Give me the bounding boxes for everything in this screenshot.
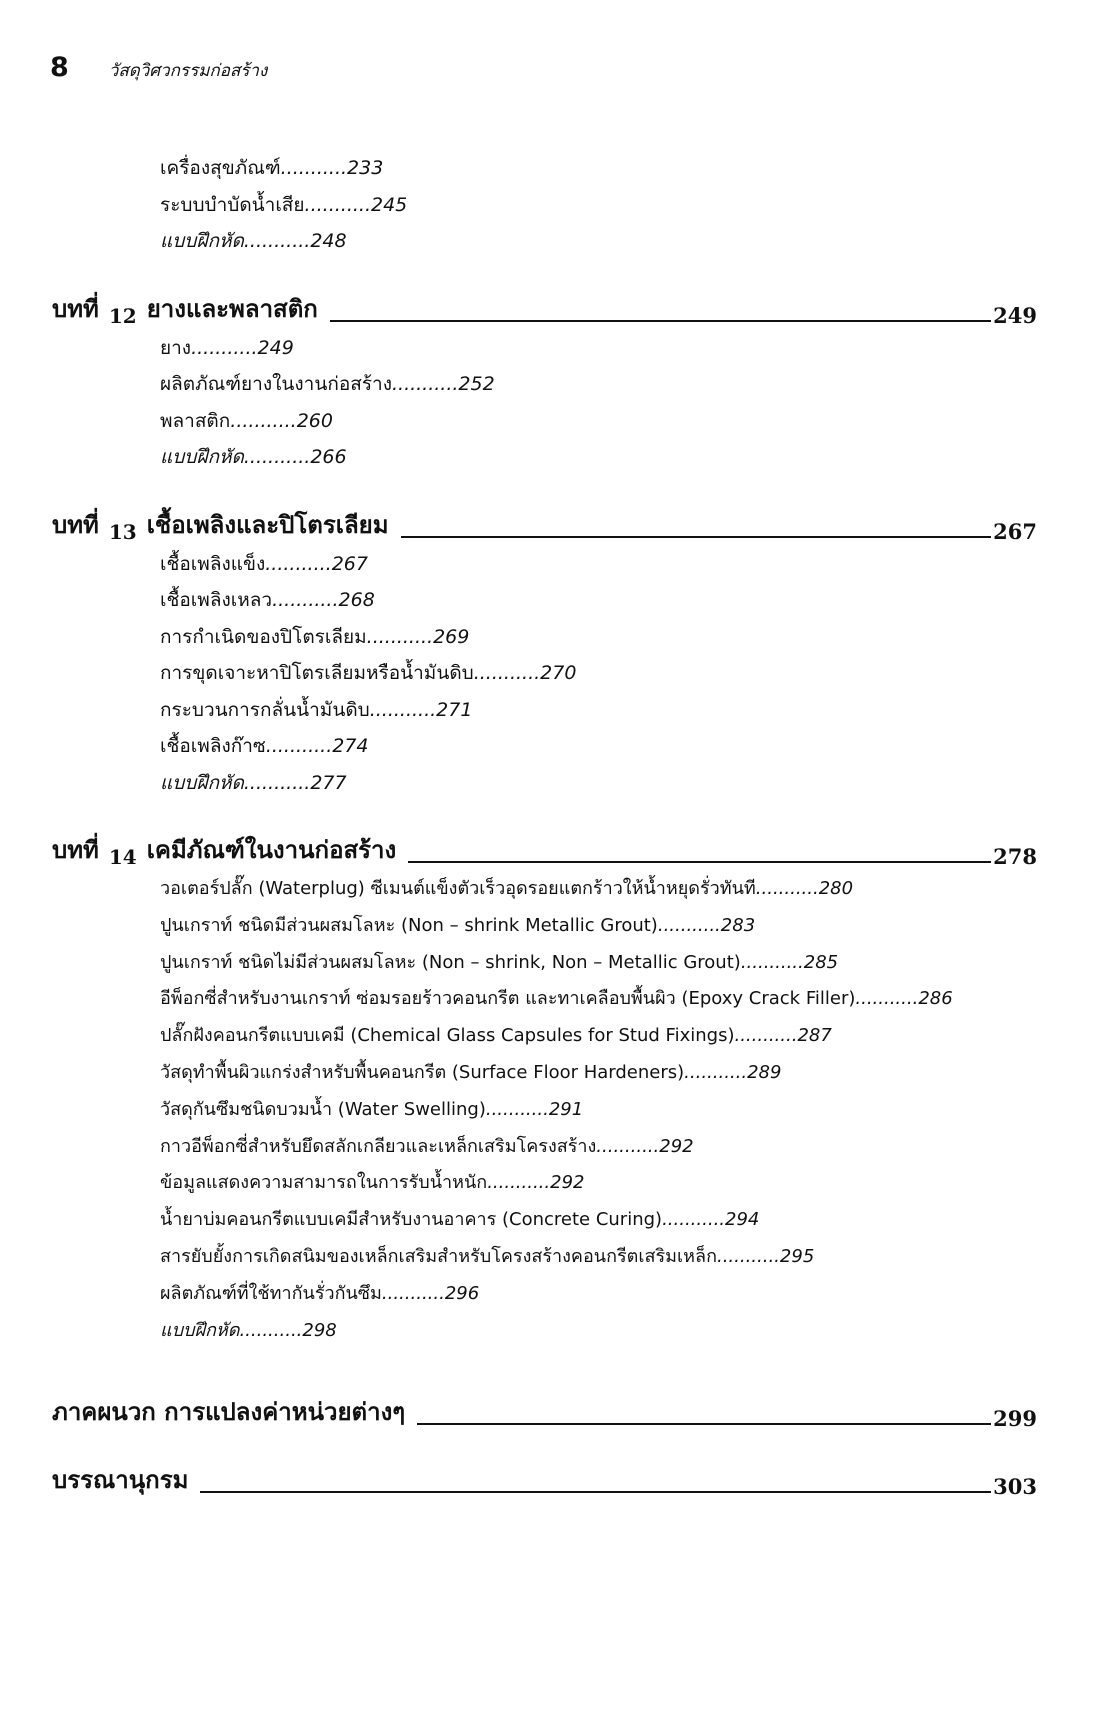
toc-entry[interactable] [160,1018,1037,1055]
entry-title: แบบฝึกหัด [160,230,244,252]
toc-entry[interactable] [160,330,1037,367]
dot-leader: ........... [596,1135,660,1157]
entry-title: วัสดุทำพื้นผิวแกร่งสำหรับพื้นคอนกรีต (Surface Floor Hardeners) [160,1061,685,1083]
entry-title: เชื้อเพลิงแข็ง [160,552,266,575]
chapter-number: 12 [108,303,137,328]
entry-page: 292 [659,1135,694,1157]
entry-title: ระบบบำบัดน้ำเสีย [160,193,305,216]
entry-title: เครื่องสุขภัณฑ์ [160,157,281,179]
entry-title: กาวอีพ็อกซี่สำหรับยึดสลักเกลียวและเหล็กเสริมโครงสร้าง [160,1135,597,1157]
entry-title: กระบวนการกลั่นน้ำมันดิบ [160,698,370,721]
dot-leader: ........... [239,1319,303,1341]
entry-title: วัสดุกันซึมชนิดบวมน้ำ (Water Swelling) [160,1098,486,1120]
leader-line [408,861,991,863]
entry-page: 287 [797,1025,832,1047]
entry-title: สารยับยั้งการเกิดสนิมของเหล็กเสริมสำหรับโครงสร้างคอนกรีตเสริมเหล็ก [160,1245,717,1267]
appendix-title: ภาคผนวก การแปลงค่าหน่วยต่างๆ [52,1397,406,1427]
entry-title: วอเตอร์ปลั๊ก (Waterplug) ซีเมนต์แข็งตัวเร็วอุดรอยแตกร้าวให้น้ำหยุดรั่วทันที [160,878,756,899]
chapter-12-heading[interactable] [52,280,1037,328]
dot-leader: ........... [304,193,371,216]
entry-page: 267 [331,552,368,575]
entry-page: 252 [458,373,495,395]
chapter-page: 278 [993,844,1037,869]
chapter-12-entries [52,330,1037,476]
toc-entry[interactable] [160,546,1037,583]
dot-leader: ........... [740,951,804,973]
bibliography-page: 303 [993,1474,1037,1500]
toc-entry[interactable] [160,981,1037,1018]
entry-page: 245 [370,193,408,216]
chapter-14-entries [52,871,1037,1349]
dot-leader: ........... [272,589,339,611]
dot-leader: ........... [657,914,721,936]
book-title: วัสดุวิศวกรรมก่อสร้าง [108,61,268,81]
entry-page: 274 [332,735,369,757]
dot-leader: ........... [662,1209,726,1231]
entry-page: 233 [347,157,384,179]
dot-leader: ........... [265,735,333,757]
bibliography-title: บรรณานุกรม [52,1465,189,1495]
entry-page: 291 [548,1098,584,1120]
entry-title: การกำเนิดของปิโตรเลียม [160,625,367,648]
entry-page: 249 [257,336,294,359]
toc-entry[interactable] [160,439,1037,476]
intro-items [52,150,1037,260]
entry-title: เชื้อเพลิงเหลว [160,589,273,611]
entry-page: 277 [310,771,347,794]
entry-title: ปลั๊กฝังคอนกรีตแบบเคมี (Chemical Glass Capsules for Stud Fixings) [160,1025,735,1047]
dot-leader: ........... [280,157,348,179]
toc-entry[interactable] [160,1202,1037,1239]
entry-page: 295 [779,1245,815,1267]
entry-title: การขุดเจาะหาปิโตรเลียมหรือน้ำมันดิบ [160,662,474,684]
dot-leader: ........... [243,771,311,794]
chapter-page: 267 [993,518,1037,544]
toc-entry[interactable] [160,908,1037,945]
dot-leader: ........... [191,336,258,359]
dot-leader: ........... [684,1061,748,1083]
appendix-page: 299 [993,1406,1037,1432]
entry-title: แบบฝึกหัด [160,1319,240,1341]
leader-line [401,536,992,538]
toc-entry[interactable] [160,223,1037,260]
dot-leader: ........... [369,698,437,721]
chapter-13-heading[interactable] [52,496,1037,544]
toc-entry[interactable] [160,150,1037,187]
entry-title: ผลิตภัณฑ์ที่ใช้ทากันรั่วกันซึม [160,1282,382,1304]
leader-line [200,1491,991,1493]
chapter-number: 14 [108,845,137,869]
chapter-title: เชื้อเพลิงและปิโตรเลียม [146,509,389,539]
toc-entry[interactable] [160,1239,1037,1276]
toc-entry[interactable] [160,1092,1037,1129]
toc-entry[interactable] [160,692,1037,729]
toc-entry[interactable] [160,728,1037,765]
entry-title: ปูนเกราท์ ชนิดมีส่วนผสมโลหะ (Non – shrink Metallic Grout) [160,914,658,936]
toc-entry[interactable] [160,366,1037,403]
dot-leader: ........... [487,1172,551,1194]
toc-entry[interactable] [160,1165,1037,1202]
toc-entry[interactable] [160,582,1037,619]
dot-leader: ........... [265,552,332,575]
leader-line [330,320,991,322]
toc-entry[interactable] [160,403,1037,440]
chapter-14-heading[interactable] [52,821,1037,869]
toc-entry[interactable] [160,187,1037,224]
entry-title: เชื้อเพลิงก๊าซ [160,735,266,757]
entry-page: 283 [720,914,756,936]
toc-entry[interactable] [160,1055,1037,1092]
dot-leader: ........... [755,878,819,899]
entry-page: 270 [540,662,577,684]
chapter-13-entries [52,546,1037,802]
entry-page: 266 [310,446,347,468]
dot-leader: ........... [485,1098,549,1120]
dot-leader: ........... [381,1282,445,1304]
dot-leader: ........... [366,625,434,648]
entry-title: ข้อมูลแสดงความสามารถในการรับน้ำหนัก [160,1172,488,1194]
entry-page: 260 [296,409,333,432]
table-of-contents [52,150,1037,1499]
chapter-title: ยางและพลาสติก [146,293,318,323]
toc-entry[interactable] [160,765,1037,802]
entry-page: 286 [918,988,953,1010]
dot-leader: ........... [734,1025,798,1047]
toc-entry[interactable] [160,619,1037,656]
entry-page: 294 [725,1209,760,1231]
dot-leader: ........... [855,988,919,1010]
entry-page: 248 [310,230,347,252]
chapter-page: 249 [993,302,1037,328]
leader-line [417,1423,991,1425]
chapter-label: บทที่ [52,293,99,323]
entry-page: 296 [444,1282,480,1304]
entry-page: 292 [550,1172,585,1194]
toc-entry[interactable] [160,655,1037,692]
toc-entry[interactable] [160,1129,1037,1166]
entry-page: 269 [433,625,470,648]
appendix-heading[interactable] [52,1383,1037,1431]
entry-page: 289 [747,1061,782,1083]
toc-entry[interactable] [160,1313,1037,1350]
page-header [50,52,267,84]
entry-title: ปูนเกราท์ ชนิดไม่มีส่วนผสมโลหะ (Non – shrink, Non – Metallic Grout) [160,951,741,973]
chapter-number: 13 [108,519,137,544]
dot-leader: ........... [473,662,541,684]
entry-title: พลาสติก [160,409,231,432]
chapter-label: บทที่ [52,835,99,864]
entry-page: 285 [803,951,839,973]
entry-page: 271 [436,698,473,721]
toc-entry[interactable] [160,871,1037,908]
dot-leader: ........... [230,409,297,432]
chapter-label: บทที่ [52,509,99,539]
entry-title: ยาง [160,336,192,359]
toc-entry[interactable] [160,945,1037,982]
entry-title: อีพ็อกซี่สำหรับงานเกราท์ ซ่อมรอยร้าวคอนกรีต และทาเคลือบพื้นผิว (Epoxy Crack Filler) [160,988,856,1010]
toc-entry[interactable] [160,1276,1037,1313]
entry-page: 298 [302,1319,337,1341]
page-number: 8 [50,52,69,83]
entry-title: แบบฝึกหัด [160,446,244,468]
chapter-title: เคมีภัณฑ์ในงานก่อสร้าง [146,835,397,864]
entry-title: น้ำยาบ่มคอนกรีตแบบเคมีสำหรับงานอาคาร (Concrete Curing) [160,1209,663,1231]
entry-title: ผลิตภัณฑ์ยางในงานก่อสร้าง [160,373,392,395]
bibliography-heading[interactable] [52,1451,1037,1499]
dot-leader: ........... [716,1245,780,1267]
dot-leader: ........... [391,373,459,395]
dot-leader: ........... [243,230,311,252]
entry-page: 280 [818,878,854,899]
entry-title: แบบฝึกหัด [160,771,244,794]
entry-page: 268 [338,589,375,611]
dot-leader: ........... [243,446,311,468]
